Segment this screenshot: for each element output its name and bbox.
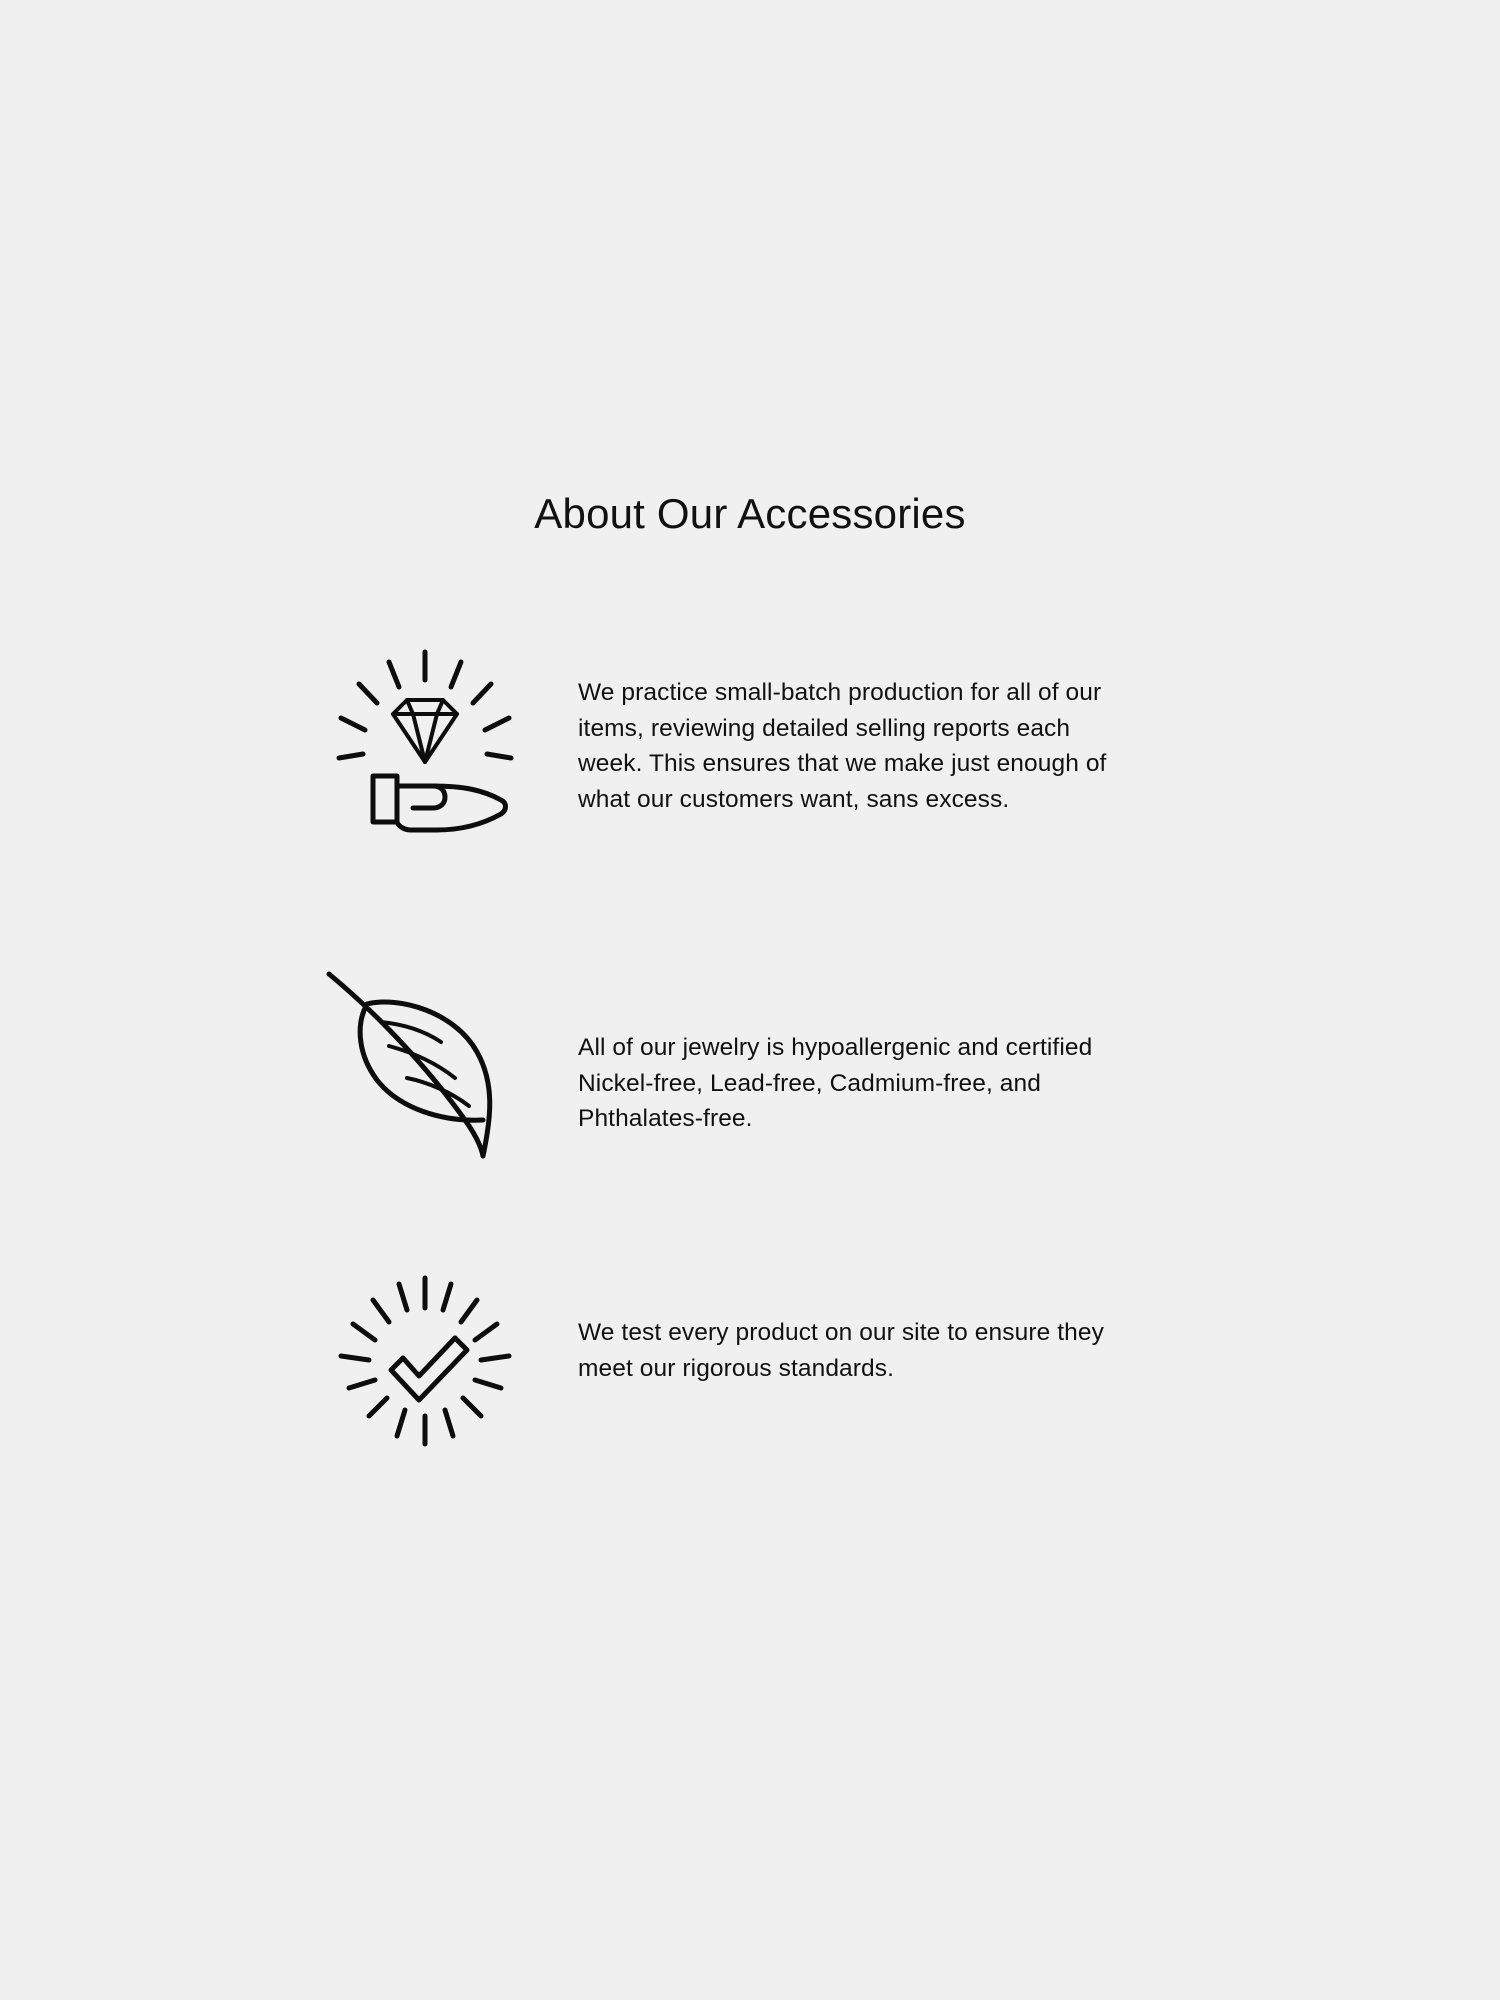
list-item <box>310 1250 1190 1510</box>
list-item-text: All of our jewelry is hypoallergenic and certified Nickel-free, Lead-free, Cadmium-free, and Phthalates-free. <box>578 1034 1093 1132</box>
list-item-text: We test every product on our site to ensure they meet our rigorous standards. <box>578 1319 1104 1382</box>
list-item <box>310 620 1190 950</box>
list-item <box>310 950 1190 1250</box>
feather-icon <box>310 950 540 1180</box>
shining-checkmark-icon <box>310 1250 540 1470</box>
hand-holding-diamond-icon <box>310 630 540 860</box>
feature-list <box>310 620 1190 1510</box>
page-title: About Our Accessories <box>534 489 966 537</box>
list-item-text: We practice small-batch production for all of our items, reviewing detailed selling reports each week. This ensures that we make just enough of what our customers want, sans excess. <box>578 679 1107 813</box>
